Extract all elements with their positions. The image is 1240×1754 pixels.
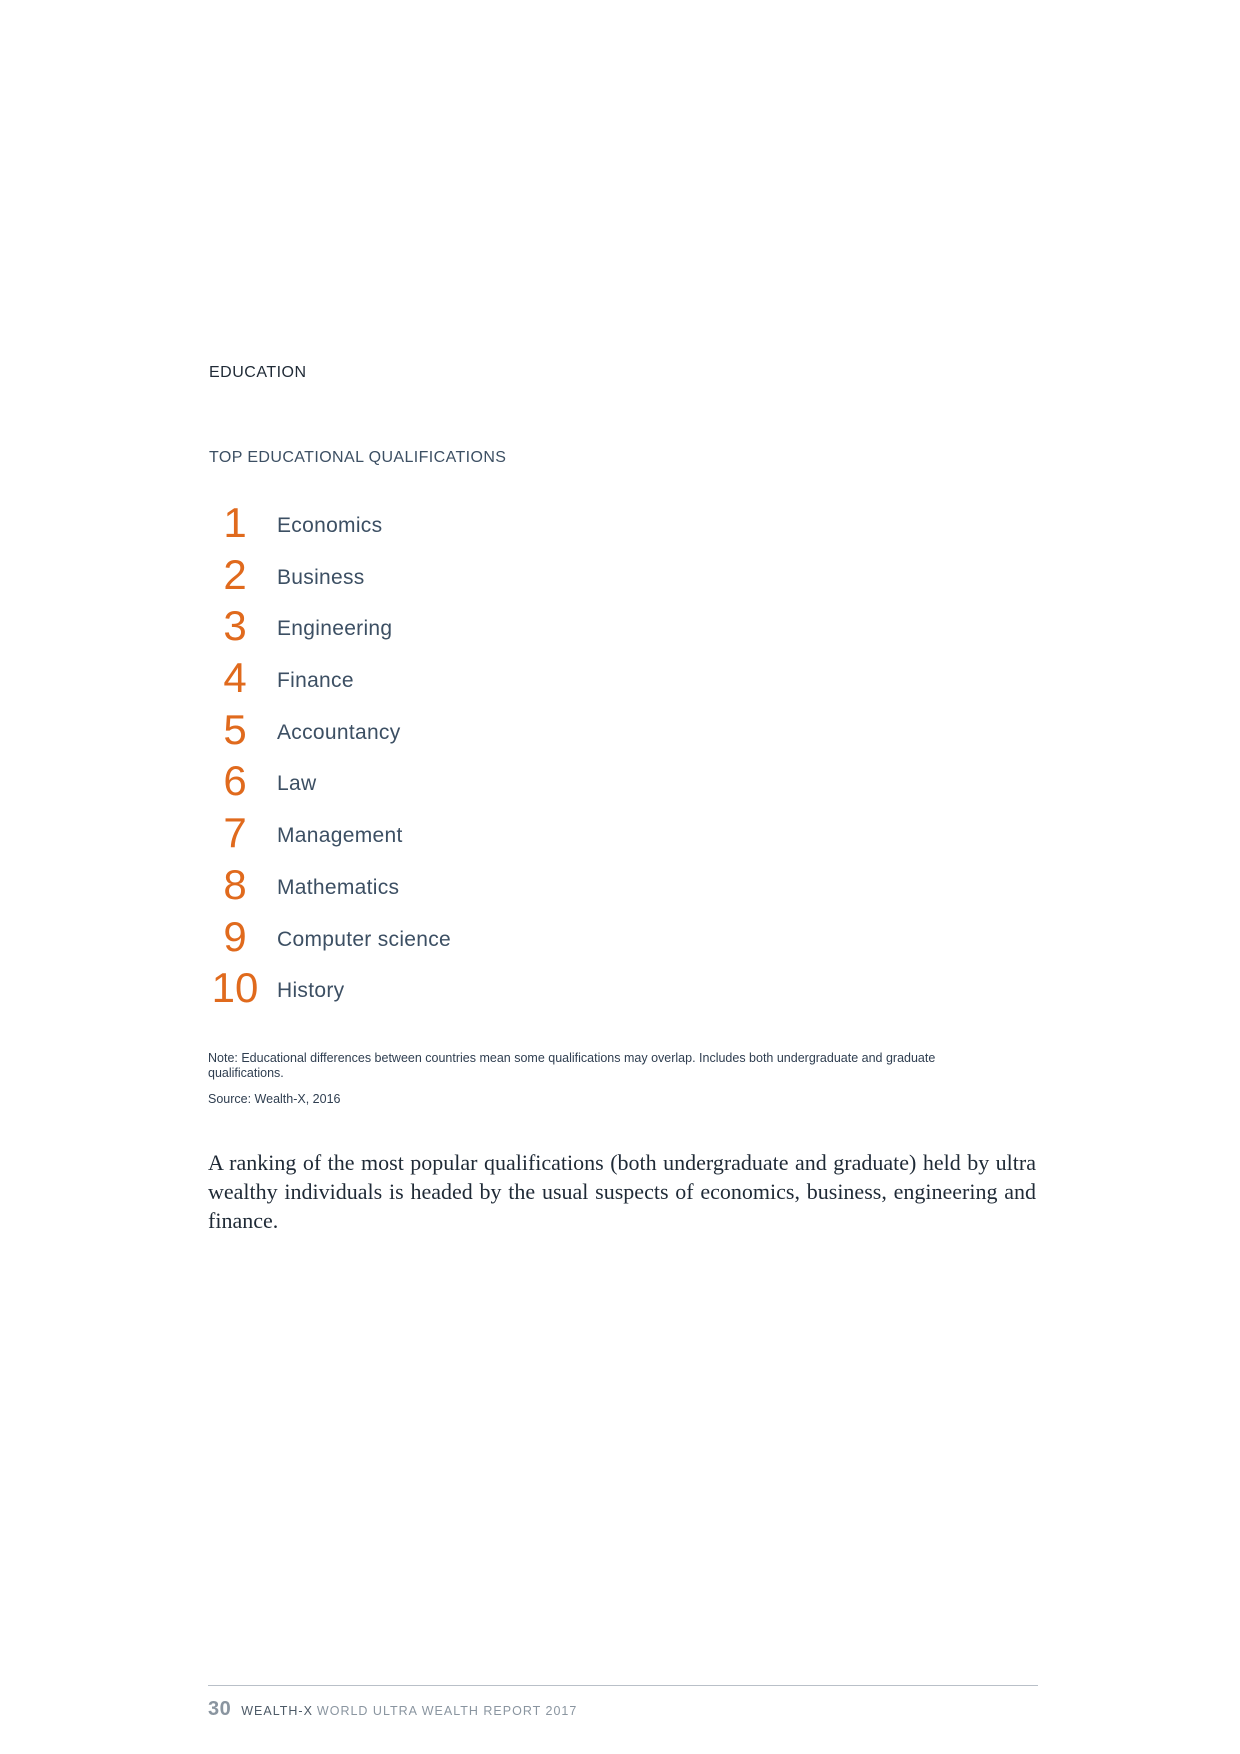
qualification-label: Engineering — [277, 617, 393, 641]
ranking-item — [205, 807, 705, 859]
ranking-item — [205, 600, 705, 652]
rank-number: 8 — [223, 860, 247, 908]
rank-number: 7 — [223, 809, 247, 857]
rank-number: 10 — [211, 964, 259, 1012]
rank-number: 1 — [223, 499, 247, 546]
qualification-label: Economics — [277, 514, 383, 537]
rank-number: 5 — [223, 705, 247, 753]
chart-title: TOP EDUCATIONAL QUALIFICATIONS — [209, 449, 507, 466]
ranking-item — [205, 652, 705, 704]
rank-number: 9 — [223, 912, 247, 960]
rank-number: 6 — [223, 757, 247, 805]
ranking-item — [205, 704, 705, 756]
footer-divider — [208, 1685, 1038, 1686]
qualification-label: History — [277, 979, 345, 1003]
page-footer — [208, 1698, 577, 1721]
chart-note: Note: Educational differences between countries mean some qualifications may overlap. Includes both undergraduate and graduate qualifications. — [208, 1051, 936, 1080]
rank-number: 3 — [223, 602, 247, 650]
qualification-label: Business — [277, 565, 365, 589]
footer-brand: WEALTH-X — [241, 1704, 313, 1718]
rank-number: 4 — [223, 654, 247, 702]
page-number: 30 — [208, 1698, 232, 1720]
rank-number: 2 — [223, 550, 247, 598]
qualification-label: Finance — [277, 669, 354, 693]
qualification-label: Accountancy — [277, 720, 401, 744]
ranking-item — [205, 911, 705, 963]
section-label: EDUCATION — [209, 364, 307, 381]
ranking-item — [205, 859, 705, 911]
ranking-item — [205, 755, 705, 807]
qualification-label: Computer science — [277, 927, 452, 951]
qualifications-ranking-list — [205, 497, 705, 1014]
qualification-label: Management — [277, 824, 403, 848]
ranking-item — [205, 962, 705, 1014]
ranking-item — [205, 497, 705, 549]
qualification-label: Law — [277, 772, 317, 796]
body-paragraph: A ranking of the most popular qualifications (both undergraduate and graduate) held by ultra wealthy individuals is headed by the usual suspects of economics, business, engineering and finance. — [208, 1150, 1036, 1233]
footer-report-title: WORLD ULTRA WEALTH REPORT 2017 — [316, 1704, 578, 1718]
chart-source: Source: Wealth-X, 2016 — [208, 1092, 341, 1106]
ranking-item — [205, 549, 705, 601]
qualification-label: Mathematics — [277, 875, 400, 899]
